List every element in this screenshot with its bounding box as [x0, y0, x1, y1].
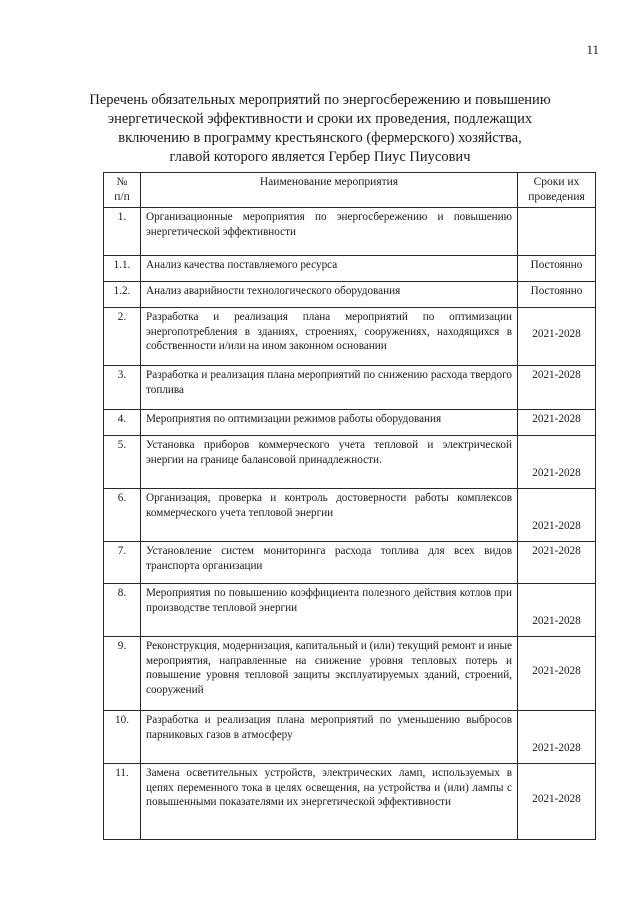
header-name: Наименование мероприятия [141, 173, 518, 208]
row-number: 7. [104, 542, 141, 584]
table-row [104, 489, 596, 542]
row-number: 4. [104, 410, 141, 436]
table-row [104, 711, 596, 764]
row-term: 2021-2028 [518, 410, 596, 436]
row-name: Установка приборов коммерческого учета тепловой и электрической энергии на границе балансовой принадлежности. [141, 436, 518, 489]
row-name: Разработка и реализация плана мероприятий по уменьшению выбросов парниковых газов в атмосферу [141, 711, 518, 764]
page-number: 11 [586, 42, 599, 57]
row-number: 9. [104, 637, 141, 711]
row-term: 2021-2028 [518, 436, 596, 489]
measures-table [103, 172, 596, 840]
row-name: Разработка и реализация плана мероприятий по снижению расхода твердого топлива [141, 366, 518, 410]
row-number: 1.1. [104, 256, 141, 282]
row-name: Установление систем мониторинга расхода топлива для всех видов транспорта организации [141, 542, 518, 584]
row-term: 2021-2028 [518, 637, 596, 711]
row-name: Мероприятия по оптимизации режимов работы оборудования [141, 410, 518, 436]
row-number: 10. [104, 711, 141, 764]
table-row [104, 308, 596, 366]
title-line: энергетической эффективности и сроки их проведения, подлежащих [107, 111, 533, 127]
row-number: 8. [104, 584, 141, 637]
row-number: 11. [104, 764, 141, 840]
row-number: 1.2. [104, 282, 141, 308]
row-name: Реконструкция, модернизация, капитальный и (или) текущий ремонт и иные мероприятия, направленные на снижение уровня тепловых потерь и повышение уровня тепловой защиты эксплуатируемых зданий, строений, сооружений [141, 637, 518, 711]
table-row [104, 208, 596, 256]
header-term: Сроки их проведения [518, 173, 596, 208]
table-row [104, 256, 596, 282]
row-number: 2. [104, 308, 141, 366]
row-name: Разработка и реализация плана мероприятий по оптимизации энергопотребления в зданиях, строениях, сооружениях, находящихся в собственности и/или на ином законном основании [141, 308, 518, 366]
table-row [104, 584, 596, 637]
row-number: 6. [104, 489, 141, 542]
table-row [104, 366, 596, 410]
row-number: 1. [104, 208, 141, 256]
title-line: главой которого является Гербер Пиус Пиусович [169, 149, 471, 165]
row-term: 2021-2028 [518, 366, 596, 410]
row-name: Организационные мероприятия по энергосбережению и повышению энергетической эффективности [141, 208, 518, 256]
table-row [104, 282, 596, 308]
row-term: 2021-2028 [518, 711, 596, 764]
table-row [104, 542, 596, 584]
row-term [518, 208, 596, 256]
row-name: Замена осветительных устройств, электрических ламп, используемых в цепях переменного тока в целях освещения, на устройства и (или) лампы с повышенными показателями их энергетической эффективности [141, 764, 518, 840]
row-term: 2021-2028 [518, 584, 596, 637]
row-term: Постоянно [518, 256, 596, 282]
header-number: № п/п [104, 173, 141, 208]
row-name: Анализ качества поставляемого ресурса [141, 256, 518, 282]
row-number: 3. [104, 366, 141, 410]
document-title [60, 91, 580, 167]
title-line: Перечень обязательных мероприятий по энергосбережению и повышению [89, 92, 551, 108]
row-term: 2021-2028 [518, 542, 596, 584]
row-name: Организация, проверка и контроль достоверности работы комплексов коммерческого учета тепловой энергии [141, 489, 518, 542]
table-row [104, 410, 596, 436]
row-term: 2021-2028 [518, 489, 596, 542]
row-term: 2021-2028 [518, 764, 596, 840]
table-row [104, 764, 596, 840]
row-name: Анализ аварийности технологического оборудования [141, 282, 518, 308]
title-line: включению в программу крестьянского (фермерского) хозяйства, [118, 130, 522, 146]
table-header-row [104, 173, 596, 208]
table-row [104, 436, 596, 489]
row-number: 5. [104, 436, 141, 489]
row-term: 2021-2028 [518, 308, 596, 366]
row-term: Постоянно [518, 282, 596, 308]
row-name: Мероприятия по повышению коэффициента полезного действия котлов при производстве тепловой энергии [141, 584, 518, 637]
table-row [104, 637, 596, 711]
